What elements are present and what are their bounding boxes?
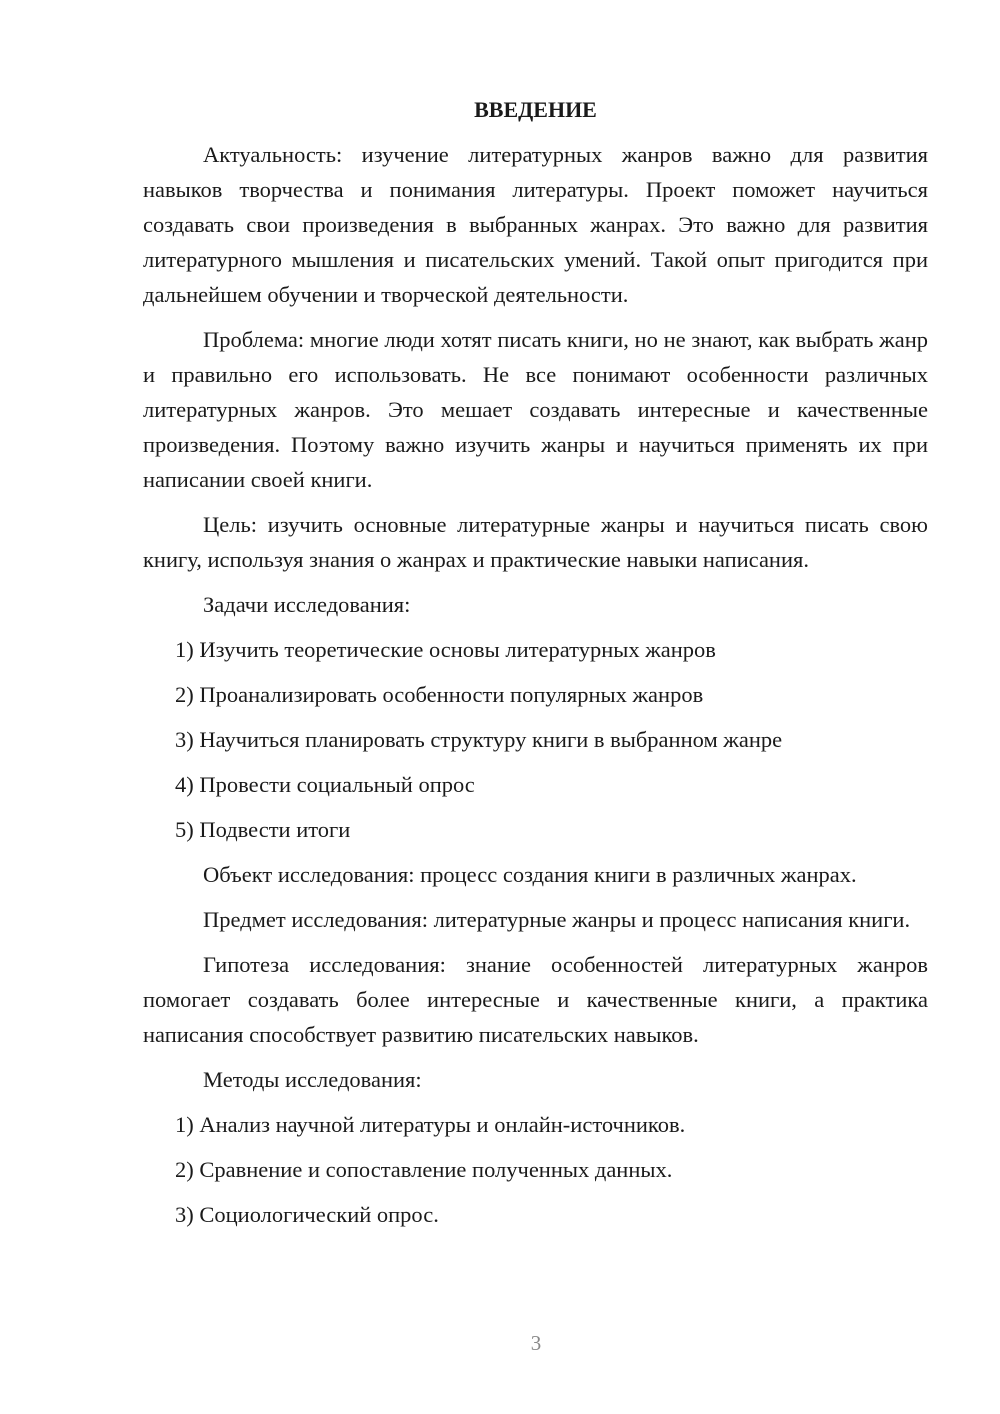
- methods-label: Методы исследования:: [203, 1067, 422, 1092]
- goal-paragraph: Цель: изучить основные литературные жанры и научиться писать свою книгу, используя знания о жанрах и практические навыки написания.: [143, 512, 928, 572]
- page-number: 3: [530, 1331, 542, 1355]
- page-title: ВВЕДЕНИЕ: [474, 97, 597, 122]
- methods-list: [143, 1107, 928, 1232]
- hypothesis-paragraph: Гипотеза исследования: знание особенностей литературных жанров помогает создавать более интересные и качественные книги, а практика написания способствует развитию писательских навыков.: [143, 952, 928, 1047]
- object-paragraph: Объект исследования: процесс создания книги в различных жанрах.: [203, 862, 857, 887]
- list-item: 3) Научиться планировать структуру книги в выбранном жанре: [175, 727, 783, 752]
- subject-paragraph: Предмет исследования: литературные жанры и процесс написания книги.: [203, 907, 911, 932]
- list-item: 3) Социологический опрос.: [175, 1202, 439, 1227]
- page-content: [143, 95, 928, 1242]
- relevance-paragraph: Актуальность: изучение литературных жанров важно для развития навыков творчества и понимания литературы. Проект поможет научиться создавать свои произведения в выбранных жанрах. Это важно для развития литературного мышления и писательских умений. Такой опыт пригодится при дальнейшем обучении и творческой деятельности.: [143, 142, 928, 307]
- list-item: 4) Провести социальный опрос: [175, 772, 475, 797]
- list-item: 2) Проанализировать особенности популярных жанров: [175, 682, 704, 707]
- tasks-label: Задачи исследования:: [203, 592, 411, 617]
- problem-paragraph: Проблема: многие люди хотят писать книги, но не знают, как выбрать жанр и правильно его использовать. Не все понимают особенности различных литературных жанров. Это мешает создавать интересные и качественные произведения. Поэтому важно изучить жанры и научиться применять их при написании своей книги.: [143, 327, 928, 492]
- tasks-list: [143, 632, 928, 847]
- list-item: 2) Сравнение и сопоставление полученных данных.: [175, 1157, 673, 1182]
- list-item: 1) Анализ научной литературы и онлайн-источников.: [175, 1112, 686, 1137]
- list-item: 1) Изучить теоретические основы литературных жанров: [175, 637, 716, 662]
- list-item: 5) Подвести итоги: [175, 817, 351, 842]
